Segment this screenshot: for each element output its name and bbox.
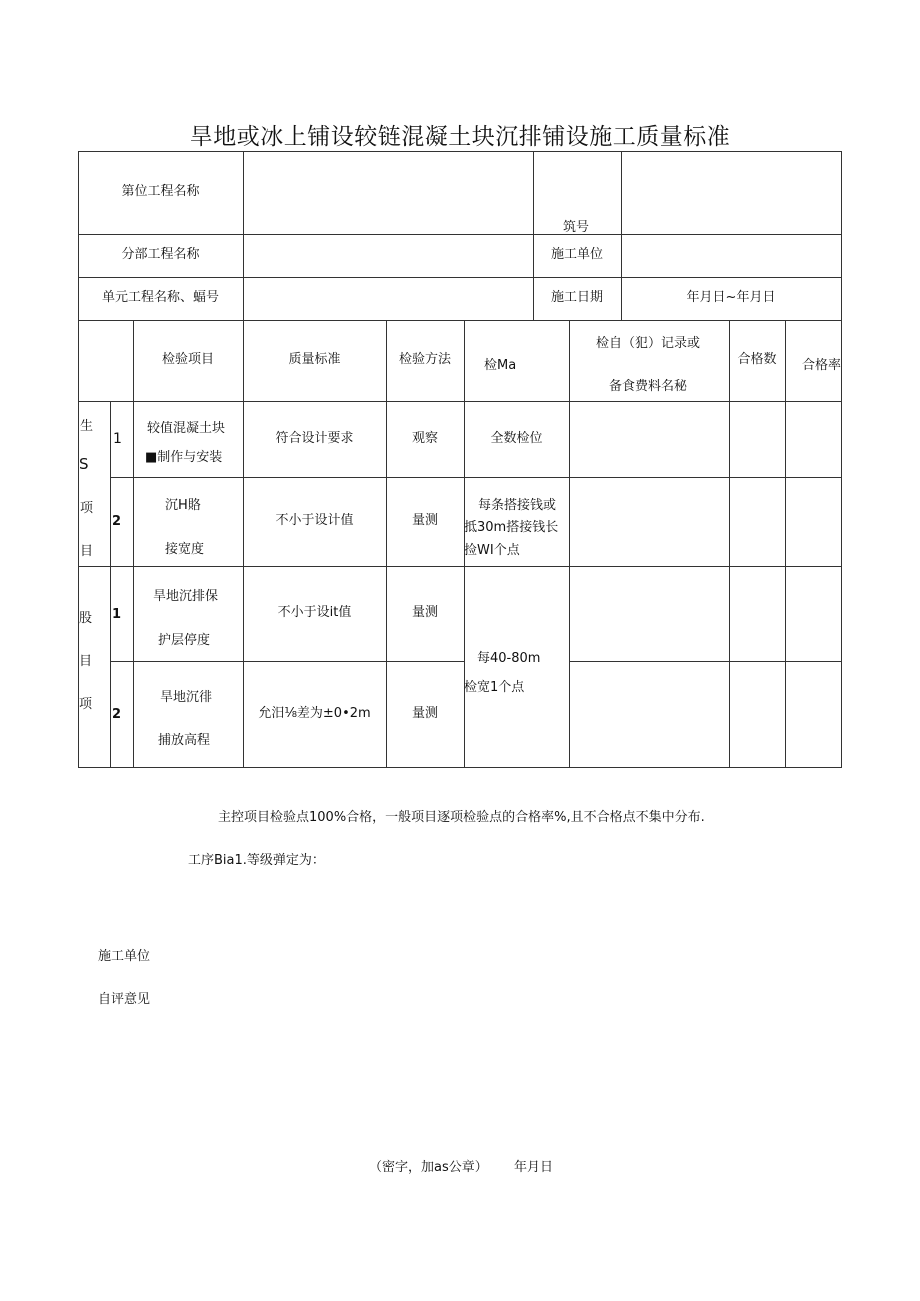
row-number: 2 [112, 707, 122, 722]
item-name: 沉H賂 [165, 498, 201, 513]
document-title: 旱地或冰上铺设较链混凝土块沉排铺设施工质量标准 [189, 124, 731, 150]
table-rule [569, 661, 842, 662]
table-rule [110, 401, 111, 768]
unit-project-label: 第位工程名称 [121, 184, 200, 200]
row-number: 1 [113, 431, 122, 447]
item-name: 护层停度 [158, 633, 211, 648]
item-name: 接宽度 [165, 542, 205, 557]
main-category-char: S [79, 455, 89, 473]
self-evaluation-label: 自评意见 [98, 992, 151, 1007]
inspection-method: 量测 [411, 513, 438, 529]
inspection-quantity: 每40-80m [477, 651, 541, 666]
inspection-quantity: 捡WI个点 [464, 543, 520, 558]
col-method: 检验方法 [398, 352, 451, 368]
sub-project-label: 分部工程名称 [121, 247, 200, 263]
row-number: 1 [112, 607, 122, 622]
inspection-method: 观察 [411, 430, 438, 446]
inspection-quantity: 检宽1个点 [464, 680, 525, 695]
col-pass-rate: 合格率 [802, 358, 842, 373]
quality-standard: 不小于设计值 [275, 513, 354, 529]
main-category-char: 项 [80, 501, 94, 516]
col-record-line1: 检自（犯）记录或 [596, 336, 701, 351]
inspection-quantity: 每条搭接钱或 [478, 498, 557, 513]
table-rule [243, 151, 244, 321]
item-name: 捕放高程 [158, 733, 211, 748]
main-category-char: 生 [80, 419, 94, 434]
construction-unit-label: 施工单位 [550, 247, 603, 263]
acceptance-note: 主控项目检验点100%合格，一般项目逐项检验点的合格率%,且不合格点不集中分布. [218, 810, 705, 825]
table-rule [569, 320, 570, 768]
element-project-label: 单元工程名称、蝠号 [101, 290, 219, 306]
signature-note: （密字，加as公章） [369, 1160, 488, 1175]
item-name: 较值混凝土块 [147, 421, 226, 436]
code-label: 筑号 [563, 220, 590, 235]
col-quantity: 检Ma [484, 358, 517, 373]
signature-date: 年月日 [514, 1160, 554, 1175]
construction-unit-footer: 施工单位 [98, 949, 151, 964]
table-rule [785, 320, 786, 768]
table-border-bottom [78, 767, 842, 768]
inspection-method: 量测 [411, 605, 438, 621]
row-number: 2 [112, 514, 122, 529]
col-pass-count: 合格数 [737, 352, 777, 368]
col-record-line2: 备食费料名秘 [609, 379, 688, 394]
construction-date-label: 施工日期 [550, 290, 603, 306]
table-rule [110, 477, 842, 478]
inspection-quantity: 抵30m搭接钱长 [464, 520, 559, 535]
table-border-right [841, 151, 842, 768]
item-name: 旱地沉徘 [160, 690, 213, 705]
inspection-method: 量测 [411, 705, 438, 721]
item-name: 旱地沉排保 [153, 589, 219, 604]
quality-standard: 不小于设it值 [277, 605, 352, 621]
grade-statement: 工序Bia1.等级弹定为： [188, 853, 325, 868]
col-item: 检验项目 [161, 352, 214, 368]
quality-standard: 符合设计要求 [275, 430, 354, 446]
quality-standard: 允汨⅛差为±0•2m [258, 705, 371, 721]
inspection-quantity: 全数检位 [490, 430, 543, 446]
main-category-char: 目 [80, 544, 94, 559]
general-category-char: 目 [79, 654, 93, 669]
general-category-char: 项 [79, 697, 93, 712]
col-standard: 质量标准 [288, 352, 341, 368]
construction-date-value: 年月日~年月日 [686, 290, 776, 306]
item-name: ■制作与安装 [145, 450, 223, 465]
general-category-char: 股 [79, 611, 93, 626]
